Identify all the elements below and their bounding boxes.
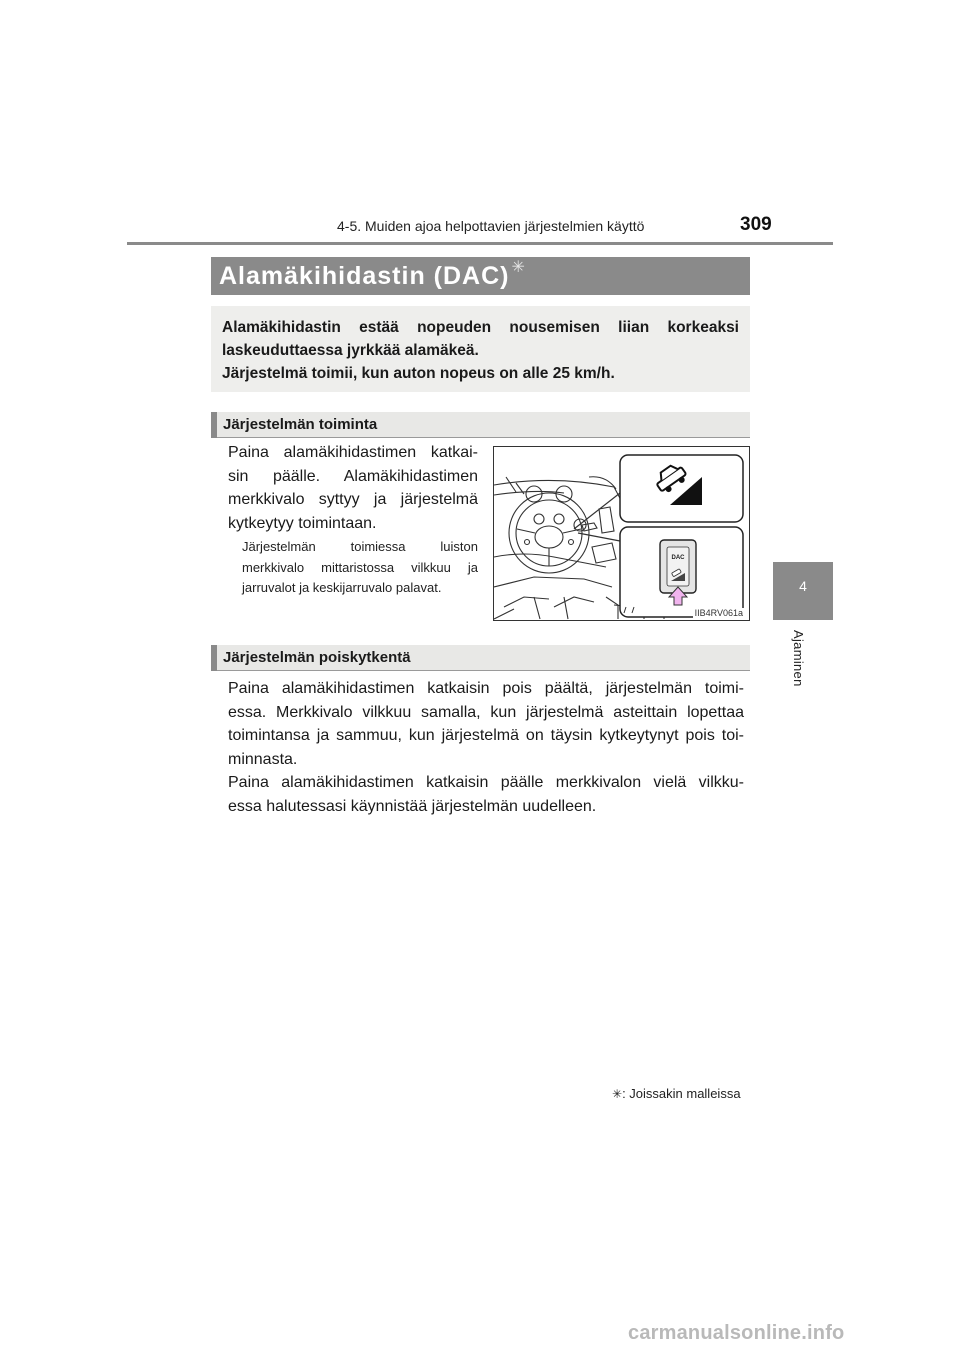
indicator-callout <box>620 455 743 522</box>
operation-note <box>242 537 478 599</box>
paragraph-line: Paina alamäkihidastimen katkai- <box>228 444 478 461</box>
intro-line: Alamäkihidastin estää nopeuden nousemisen liian korkeaksi <box>222 319 739 336</box>
intro-line: Järjestelmä toimii, kun auton nopeus on alle 25 km/h. <box>222 365 615 382</box>
page-number: 309 <box>740 214 772 235</box>
leader-line-switch <box>578 533 620 541</box>
footnote-text: : Joissakin malleissa <box>622 1086 741 1101</box>
title-asterisk-icon: ✳ <box>511 259 526 276</box>
paragraph-line: Paina alamäkihidastimen katkaisin päälle merkkivalon vielä vilkku- <box>228 774 744 791</box>
paragraph-line: Paina alamäkihidastimen katkaisin pois päältä, järjestelmän toimi- <box>228 680 744 697</box>
paragraph-line: essa halutessasi käynnistää järjestelmän uudelleen. <box>228 797 597 815</box>
page-title <box>211 257 750 295</box>
operation-paragraph <box>228 441 478 535</box>
section-heading-operation: Järjestelmän toiminta <box>211 412 750 438</box>
note-line: merkkivalo mittaristossa vilkkuu ja <box>242 559 478 575</box>
figure-code: IIB4RV061a <box>694 608 743 618</box>
header-rule <box>127 242 833 245</box>
paragraph-line: merkkivalo syttyy ja järjestelmä <box>228 491 478 508</box>
dashboard-illustration-svg <box>494 447 749 620</box>
deactivation-paragraph <box>228 677 744 818</box>
paragraph-line: toimintansa ja sammuu, kun järjestelmä on täysin kytkeytynyt pois toi- <box>228 727 744 744</box>
running-header-section-title: 4-5. Muiden ajoa helpottavien järjestelmien käyttö <box>337 218 645 234</box>
section-heading-deactivation: Järjestelmän poiskytkentä <box>211 645 750 671</box>
chapter-tab-label: Ajaminen <box>791 630 806 687</box>
footnote-asterisk-icon: ✳ <box>612 1087 623 1101</box>
chapter-tab-number: 4 <box>799 578 807 594</box>
page-title-text: Alamäkihidastin (DAC) <box>219 262 510 290</box>
watermark: carmanualsonline.info <box>628 1322 845 1344</box>
paragraph-line: essa. Merkkivalo vilkkuu samalla, kun järjestelmä asteittain lopettaa <box>228 703 744 721</box>
paragraph-line: minnasta. <box>228 750 298 768</box>
note-line: jarruvalot ja keskijarruvalo palavat. <box>242 580 442 595</box>
paragraph-line: sin päälle. Alamäkihidastimen <box>228 467 478 485</box>
dac-button-label: DAC <box>671 555 685 561</box>
dashboard-illustration <box>493 446 750 621</box>
intro-box <box>211 306 750 392</box>
paragraph-line: kytkeytyy toimintaan. <box>228 514 377 532</box>
note-line: Järjestelmän toimiessa luiston <box>242 539 478 554</box>
intro-line: laskeuduttaessa jyrkkää alamäkeä. <box>222 342 479 359</box>
footnote <box>612 1086 741 1101</box>
